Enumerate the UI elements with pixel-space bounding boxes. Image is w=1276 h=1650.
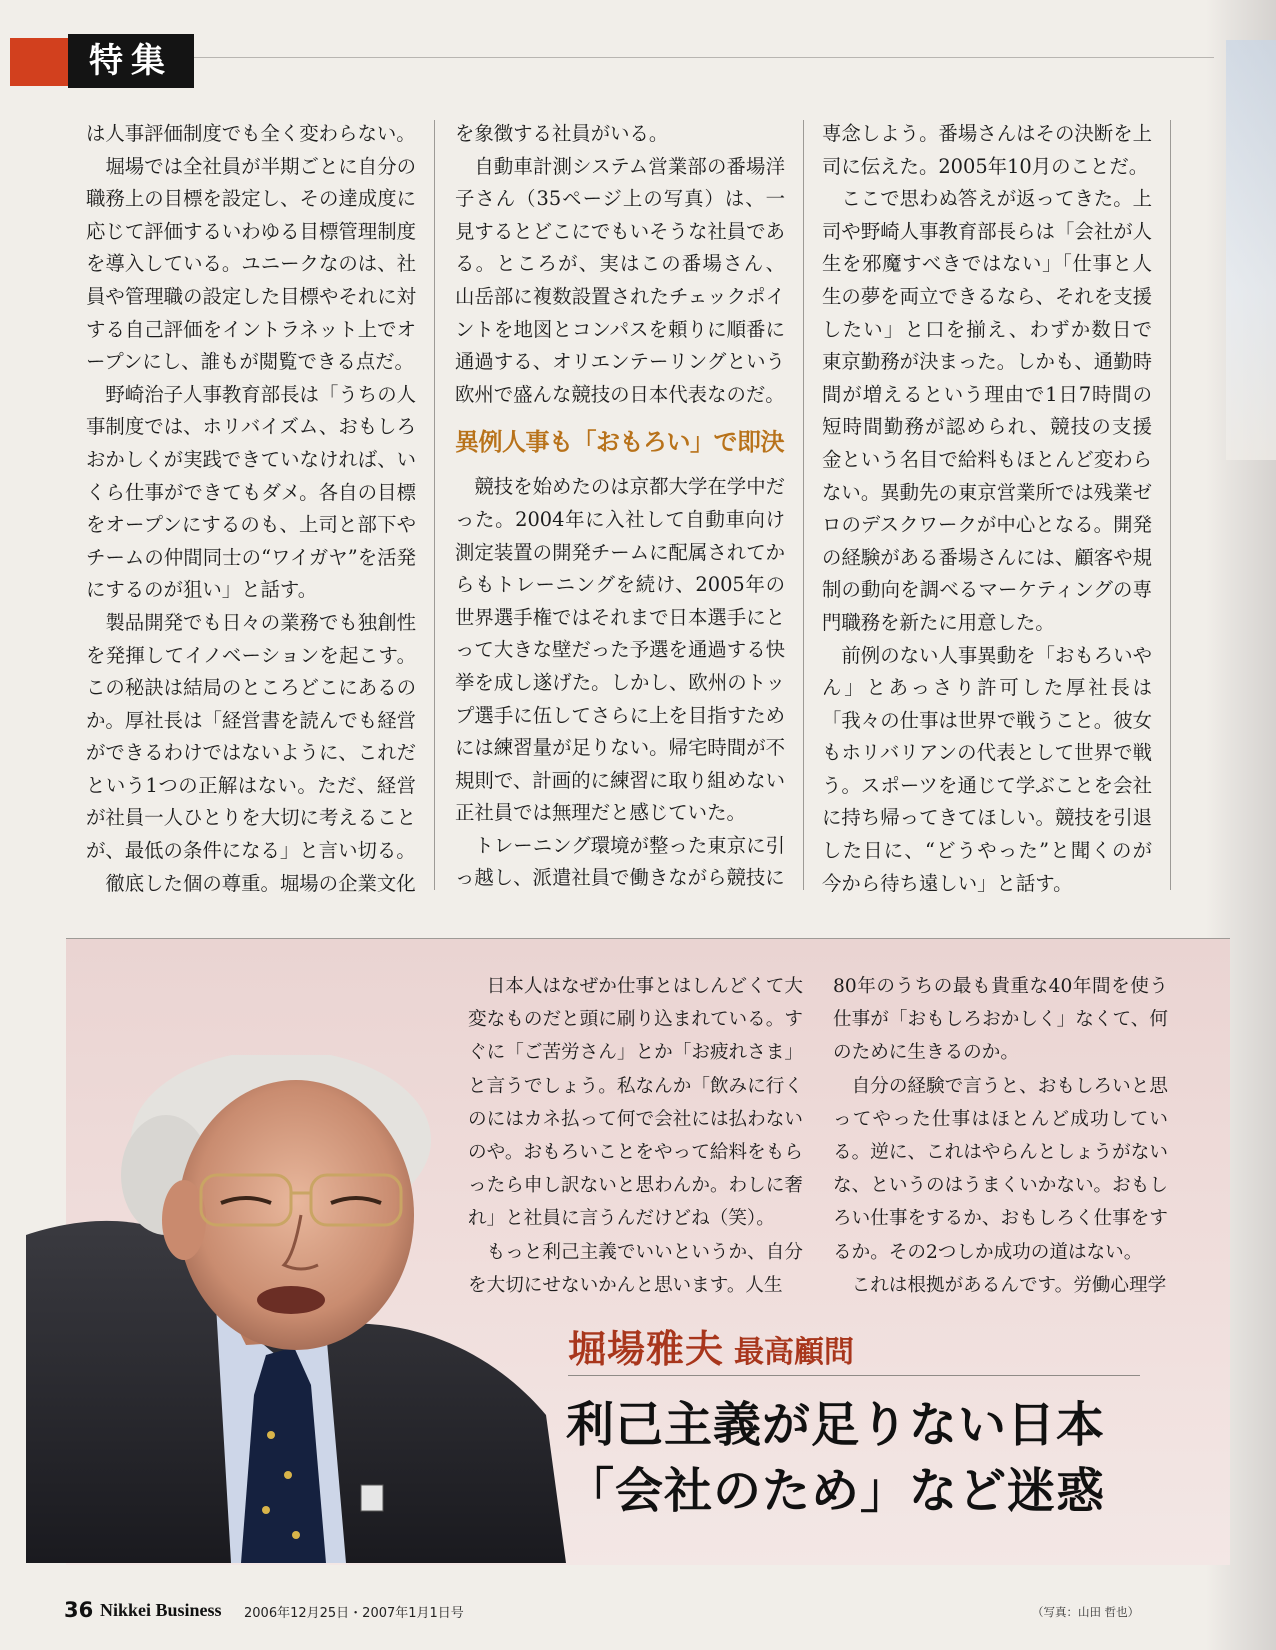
paragraph: 専念しよう。番場さんはその決断を上司に伝えた。2005年10月のことだ。 [822, 122, 1152, 178]
section-tag-accent [10, 38, 72, 86]
page-number: 36 [64, 1598, 94, 1622]
paragraph: 自動車計測システム営業部の番場洋子さん（35ページ上の写真）は、一見するとどこにでもいそうな社員である。ところが、実はこの番場さん、山岳部に複数設置されたチェックポイントを地図とコンパスを頼りに順番に通過する、オリエンテーリングという欧州で盛んな競技の日本代表なのだ。 [455, 154, 785, 406]
column-divider [434, 120, 435, 890]
paragraph: 自分の経験で言うと、おもしろいと思ってやった仕事はほとんど成功している。逆に、これはやらんとしょうがないな、というのはうまくいかない。おもしろい仕事をするか、おもしろく仕事をするか。その2つしか成功の道はない。 [833, 1075, 1168, 1263]
section-tag: 特集 [68, 34, 194, 88]
interviewee-name-text: 堀場雅夫 [568, 1327, 725, 1371]
paragraph: 徹底した個の尊重。堀場の企業文化 [105, 871, 416, 895]
headline-rule [568, 1375, 1140, 1376]
paragraph: 日本人はなぜか仕事とはしんどくて大変なものだと頭に刷り込まれている。すぐに「ご苦労さん」とか「お疲れさま」と言うでしょう。私なんか「飲みに行くのにはカネ払って何で会社には払わないのや。おもろいことをやって給料をもらったら申し訳ないと思わんか。わしに奢れ」と社員に言うんだけどね（笑）。 [468, 976, 803, 1230]
paragraph: 製品開発でも日々の業務でも独創性を発揮してイノベーションを起こす。この秘訣は結局のところどこにあるのか。厚社長は「経営書を読んでも経営ができるわけではないように、これだという1つの正解はない。ただ、経営が社員一人ひとりを大切に考えることが、最低の条件になる」と言い切る。 [86, 610, 416, 863]
article-column-2 [455, 118, 785, 895]
column-divider [1170, 120, 1171, 890]
interviewee-name [568, 1318, 854, 1373]
article-column-1 [86, 118, 416, 900]
paragraph: 前例のない人事異動を「おもろいやん」とあっさり許可した厚社長は「我々の仕事は世界で戦うこと。彼女もホリバリアンの代表として世界で戦う。スポーツを通じて学ぶことを会社に持ち帰ってきてほしい。競技を引退した日に、“どうやった”と聞くのが今から待ち遠しい」と話す。 [822, 643, 1152, 895]
interviewee-role: 最高顧問 [734, 1335, 855, 1370]
column-divider [803, 120, 804, 890]
paragraph: 競技を始めたのは京都大学在学中だった。2004年に入社して自動車向け測定装置の開発チームに配属されてからもトレーニングを続け、2005年の世界選手権ではそれまで日本選手にとって大きな壁だった予選を通過する快挙を成し遂げた。しかし、欧州のトップ選手に伍してさらに上を目指すためには練習量が足りない。帰宅時間が不規則で、計画的に練習に取り組めない正社員では無理だと感じていた。 [455, 475, 785, 825]
paragraph: これは根拠があるんです。労働心理学 [851, 1274, 1167, 1296]
adjacent-page-edge [1226, 40, 1276, 460]
paragraph: 80年のうちの最も貴重な40年間を使う仕事が「おもしろおかしく」なくて、何のために生きるのか。 [833, 976, 1168, 1064]
article-column-3 [822, 118, 1152, 900]
interview-column-2 [833, 970, 1168, 1302]
interview-column-1 [468, 970, 803, 1302]
section-subheading: 異例人事も「おもろい」で即決 [455, 428, 784, 457]
paragraph: 堀場では全社員が半期ごとに自分の職務上の目標を設定し、その達成度に応じて評価するいわゆる目標管理制度を導入している。ユニークなのは、社員や管理職の設定した目標やそれに対する自己評価をイントラネット上でオープンにし、誰もが閲覧できる点だ。 [86, 154, 416, 374]
interview-top-rule [66, 938, 1230, 939]
paragraph: を象徴する社員がいる。 [455, 122, 669, 145]
paragraph: トレーニング環境が整った東京に引っ越し、派遣社員で働きながら競技に [455, 833, 785, 890]
header-rule [194, 57, 1214, 58]
paragraph: 野崎治子人事教育部長は「うちの人事制度では、ホリバイズム、おもしろおかしくが実践できていなければ、いくら仕事ができてもダメ。各自の目標をオープンにするのも、上司と部下やチームの仲間同士の“ワイガヤ”を活発にするのが狙い」と話す。 [86, 382, 416, 602]
headline-line-2: 「会社のため」など迷惑 [566, 1463, 1106, 1519]
magazine-name: Nikkei Business [100, 1600, 222, 1620]
paragraph: ここで思わぬ答えが返ってきた。上司や野崎人事教育部長らは「会社が人生を邪魔すべきではない」「仕事と人生の夢を両立できるなら、それを支援したい」と口を揃え、わずか数日で東京勤務が決まった。しかも、通勤時間が増えるという理由で1日7時間の短時間勤務が認められ、競技の支援金という名目で給料もほとんど変わらない。異動先の東京営業所では残業ゼロのデスクワークが中心となる。開発の経験がある番場さんには、顧客や規制の動向を調べるマーケティングの専門職務を新たに用意した。 [822, 187, 1152, 634]
issue-date: 2006年12月25日・2007年1月1日号 [244, 1606, 464, 1621]
photo-credit: （写真：山田 哲也） [1032, 1605, 1140, 1619]
headline-line-1: 利己主義が足りない日本 [566, 1397, 1106, 1453]
paragraph: もっと利己主義でいいというか、自分を大切にせないかんと思います。人生 [468, 1241, 803, 1296]
paragraph: は人事評価制度でも全く変わらない。 [86, 122, 416, 145]
